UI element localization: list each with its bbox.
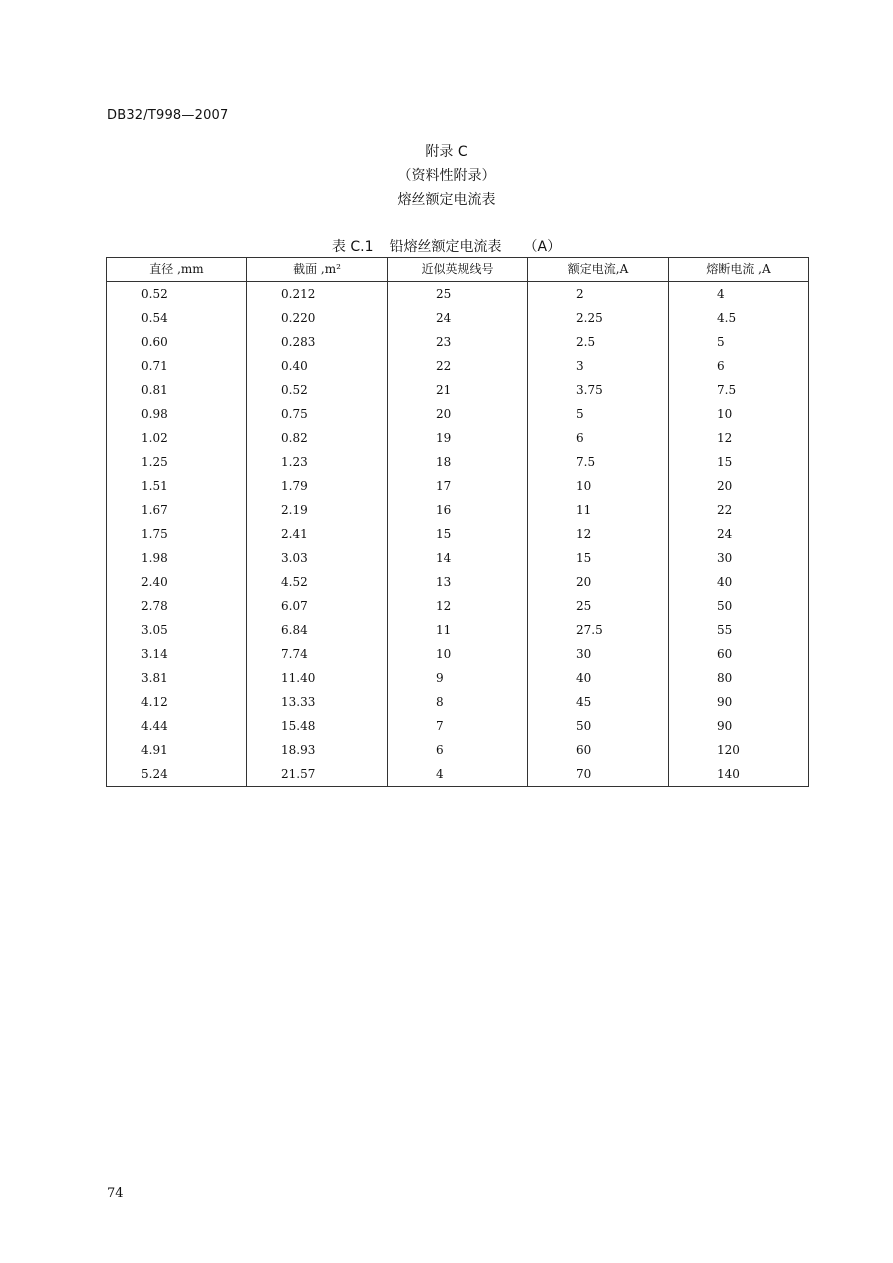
table-title: 铅熔丝额定电流表 <box>389 239 502 255</box>
cell-cross-section: 13.33 <box>247 690 388 714</box>
cell-rated-current: 25 <box>528 594 669 618</box>
cell-cross-section: 0.220 <box>247 306 388 330</box>
table-row <box>107 570 809 594</box>
page-number: 74 <box>107 1186 124 1201</box>
cell-diameter: 4.91 <box>107 738 247 762</box>
cell-diameter: 1.51 <box>107 474 247 498</box>
cell-rated-current: 3.75 <box>528 378 669 402</box>
cell-diameter: 0.98 <box>107 402 247 426</box>
cell-diameter: 1.02 <box>107 426 247 450</box>
cell-fusing-current: 50 <box>669 594 809 618</box>
table-row <box>107 306 809 330</box>
appendix-title: 附录 C <box>425 144 468 160</box>
appendix-type: （资料性附录） <box>397 168 496 184</box>
table-row <box>107 762 809 787</box>
cell-cross-section: 0.52 <box>247 378 388 402</box>
cell-cross-section: 2.41 <box>247 522 388 546</box>
cell-rated-current: 30 <box>528 642 669 666</box>
cell-wire-gauge: 23 <box>388 330 528 354</box>
cell-wire-gauge: 13 <box>388 570 528 594</box>
cell-rated-current: 5 <box>528 402 669 426</box>
cell-rated-current: 45 <box>528 690 669 714</box>
cell-wire-gauge: 10 <box>388 642 528 666</box>
cell-wire-gauge: 7 <box>388 714 528 738</box>
cell-diameter: 2.40 <box>107 570 247 594</box>
table-row <box>107 714 809 738</box>
table-row <box>107 546 809 570</box>
cell-fusing-current: 22 <box>669 498 809 522</box>
cell-wire-gauge: 16 <box>388 498 528 522</box>
table-row <box>107 354 809 378</box>
cell-wire-gauge: 17 <box>388 474 528 498</box>
cell-fusing-current: 120 <box>669 738 809 762</box>
cell-rated-current: 15 <box>528 546 669 570</box>
cell-rated-current: 27.5 <box>528 618 669 642</box>
cell-fusing-current: 40 <box>669 570 809 594</box>
table-row <box>107 642 809 666</box>
fuse-current-table <box>106 257 809 787</box>
cell-wire-gauge: 19 <box>388 426 528 450</box>
cell-diameter: 4.12 <box>107 690 247 714</box>
cell-diameter: 3.05 <box>107 618 247 642</box>
cell-fusing-current: 20 <box>669 474 809 498</box>
cell-wire-gauge: 11 <box>388 618 528 642</box>
cell-diameter: 0.71 <box>107 354 247 378</box>
cell-diameter: 0.81 <box>107 378 247 402</box>
cell-wire-gauge: 9 <box>388 666 528 690</box>
appendix-subject: 熔丝额定电流表 <box>397 192 496 208</box>
cell-rated-current: 11 <box>528 498 669 522</box>
cell-fusing-current: 55 <box>669 618 809 642</box>
cell-wire-gauge: 6 <box>388 738 528 762</box>
cell-rated-current: 40 <box>528 666 669 690</box>
table-row <box>107 666 809 690</box>
cell-fusing-current: 90 <box>669 714 809 738</box>
cell-wire-gauge: 15 <box>388 522 528 546</box>
cell-fusing-current: 7.5 <box>669 378 809 402</box>
cell-rated-current: 2.25 <box>528 306 669 330</box>
table-row <box>107 690 809 714</box>
cell-fusing-current: 140 <box>669 762 809 787</box>
column-header-diameter: 直径 ,mm <box>107 258 247 282</box>
cell-fusing-current: 4 <box>669 282 809 307</box>
cell-wire-gauge: 14 <box>388 546 528 570</box>
cell-fusing-current: 30 <box>669 546 809 570</box>
table-row <box>107 738 809 762</box>
cell-cross-section: 6.07 <box>247 594 388 618</box>
cell-rated-current: 10 <box>528 474 669 498</box>
cell-rated-current: 60 <box>528 738 669 762</box>
cell-rated-current: 20 <box>528 570 669 594</box>
table-row <box>107 378 809 402</box>
cell-rated-current: 2.5 <box>528 330 669 354</box>
cell-wire-gauge: 4 <box>388 762 528 787</box>
cell-cross-section: 7.74 <box>247 642 388 666</box>
table-row <box>107 426 809 450</box>
cell-cross-section: 1.23 <box>247 450 388 474</box>
cell-diameter: 0.60 <box>107 330 247 354</box>
table-row <box>107 330 809 354</box>
table-row <box>107 282 809 307</box>
cell-fusing-current: 24 <box>669 522 809 546</box>
table-row <box>107 618 809 642</box>
cell-cross-section: 21.57 <box>247 762 388 787</box>
cell-fusing-current: 10 <box>669 402 809 426</box>
cell-diameter: 1.25 <box>107 450 247 474</box>
cell-cross-section: 11.40 <box>247 666 388 690</box>
table-number: 表 C.1 <box>331 239 374 255</box>
document-code: DB32/T998—2007 <box>107 108 229 123</box>
cell-wire-gauge: 24 <box>388 306 528 330</box>
cell-diameter: 1.67 <box>107 498 247 522</box>
cell-diameter: 1.75 <box>107 522 247 546</box>
cell-cross-section: 0.283 <box>247 330 388 354</box>
cell-wire-gauge: 12 <box>388 594 528 618</box>
cell-rated-current: 2 <box>528 282 669 307</box>
cell-cross-section: 6.84 <box>247 618 388 642</box>
column-header-fusing-current: 熔断电流 ,A <box>669 258 809 282</box>
column-header-cross-section: 截面 ,m² <box>247 258 388 282</box>
cell-cross-section: 2.19 <box>247 498 388 522</box>
table-unit: （A） <box>523 239 562 255</box>
cell-diameter: 0.54 <box>107 306 247 330</box>
cell-fusing-current: 5 <box>669 330 809 354</box>
cell-fusing-current: 15 <box>669 450 809 474</box>
table-row <box>107 594 809 618</box>
cell-cross-section: 15.48 <box>247 714 388 738</box>
table-row <box>107 474 809 498</box>
cell-fusing-current: 60 <box>669 642 809 666</box>
cell-cross-section: 18.93 <box>247 738 388 762</box>
cell-cross-section: 0.212 <box>247 282 388 307</box>
table-row <box>107 522 809 546</box>
cell-fusing-current: 90 <box>669 690 809 714</box>
cell-cross-section: 0.82 <box>247 426 388 450</box>
cell-diameter: 0.52 <box>107 282 247 307</box>
cell-wire-gauge: 8 <box>388 690 528 714</box>
cell-wire-gauge: 22 <box>388 354 528 378</box>
table-header-row <box>107 258 809 282</box>
cell-fusing-current: 12 <box>669 426 809 450</box>
table-row <box>107 498 809 522</box>
cell-diameter: 4.44 <box>107 714 247 738</box>
cell-wire-gauge: 20 <box>388 402 528 426</box>
cell-cross-section: 1.79 <box>247 474 388 498</box>
cell-diameter: 3.81 <box>107 666 247 690</box>
table-row <box>107 450 809 474</box>
table-caption <box>0 236 893 256</box>
cell-rated-current: 3 <box>528 354 669 378</box>
cell-cross-section: 3.03 <box>247 546 388 570</box>
column-header-rated-current: 额定电流,A <box>528 258 669 282</box>
cell-wire-gauge: 18 <box>388 450 528 474</box>
cell-fusing-current: 80 <box>669 666 809 690</box>
table-row <box>107 402 809 426</box>
cell-rated-current: 50 <box>528 714 669 738</box>
cell-rated-current: 70 <box>528 762 669 787</box>
cell-rated-current: 7.5 <box>528 450 669 474</box>
cell-wire-gauge: 21 <box>388 378 528 402</box>
cell-diameter: 3.14 <box>107 642 247 666</box>
cell-cross-section: 0.40 <box>247 354 388 378</box>
cell-diameter: 2.78 <box>107 594 247 618</box>
cell-rated-current: 12 <box>528 522 669 546</box>
cell-wire-gauge: 25 <box>388 282 528 307</box>
cell-diameter: 5.24 <box>107 762 247 787</box>
cell-cross-section: 4.52 <box>247 570 388 594</box>
cell-cross-section: 0.75 <box>247 402 388 426</box>
cell-fusing-current: 4.5 <box>669 306 809 330</box>
cell-diameter: 1.98 <box>107 546 247 570</box>
cell-rated-current: 6 <box>528 426 669 450</box>
cell-fusing-current: 6 <box>669 354 809 378</box>
column-header-wire-gauge: 近似英规线号 <box>388 258 528 282</box>
